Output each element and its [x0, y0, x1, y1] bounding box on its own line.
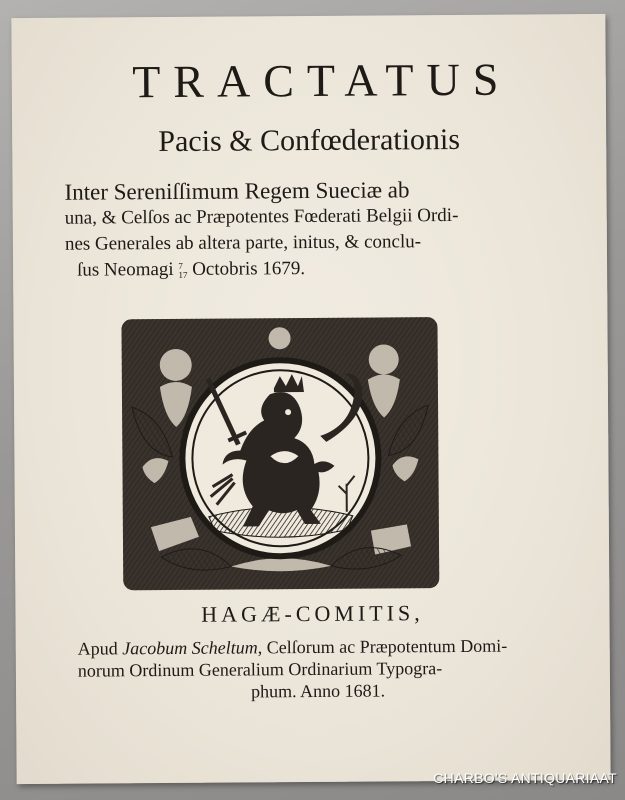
imprint-printer: Jacobum Scheltum [122, 637, 258, 659]
page-subtitle: Pacis & Confœderationis [158, 122, 461, 159]
body-line-1: Inter Sereniſſimum Regem Sueciæ ab [64, 177, 410, 205]
date-fraction-top: 7 [178, 260, 183, 271]
imprint-text [78, 634, 558, 703]
date-text: Octobris 1679. [192, 258, 306, 280]
body-line-2: una, & Celſos ac Præpotentes Fœderati Belgii Ordi- [64, 204, 459, 229]
lion-rampant-woodcut-icon [119, 315, 441, 592]
page-title: TRACTATUS [132, 53, 512, 108]
body-line-3: nes Generales ab altera parte, initus, & conclu- [64, 231, 422, 255]
imprint-place: HAGÆ-COMITIS, [201, 600, 424, 627]
date-fraction [178, 262, 187, 280]
imprint-line-1-rest: , Celſorum ac Præpotentum Domi- [257, 635, 508, 658]
imprint-apud: Apud [77, 638, 118, 659]
title-body-text [64, 176, 565, 283]
body-line-4 [65, 254, 565, 283]
date-fraction-bottom: 17 [178, 269, 188, 280]
title-page [11, 14, 610, 784]
imprint-line-2: norum Ordinum Generalium Ordinarium Typogra- [77, 658, 443, 681]
imprint-line-3: phum. Anno 1681. [250, 680, 386, 702]
body-line-4-text: ſus Neomagi [77, 258, 174, 281]
dealer-watermark: CHARBO'S ANTIQUARIAAT [433, 770, 617, 786]
imprint-line-1 [78, 634, 558, 659]
